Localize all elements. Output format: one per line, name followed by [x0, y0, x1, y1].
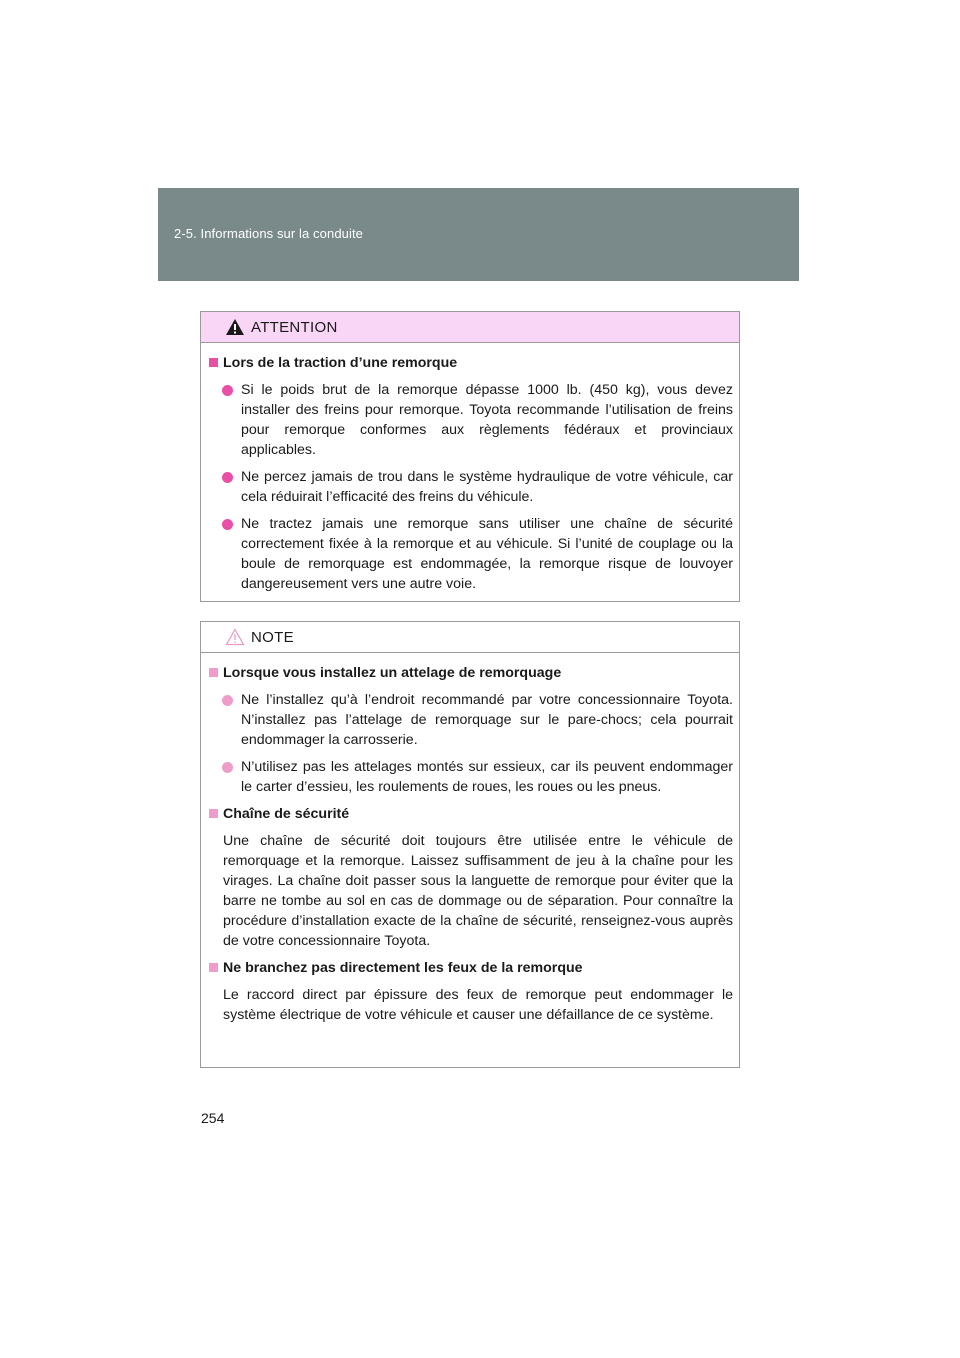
warning-triangle-outline-icon [225, 628, 245, 646]
list-item [209, 757, 733, 797]
square-bullet-icon [209, 358, 218, 367]
section-header-bar [158, 188, 799, 281]
note-heading-text: Ne branchez pas directement les feux de la remorque [223, 960, 583, 976]
square-bullet-icon [209, 668, 218, 677]
note-paragraph: Le raccord direct par épissure des feux de remorque peut endommager le système électrique de votre véhicule et causer une défaillance de ce système. [223, 987, 733, 1023]
list-item [209, 514, 733, 594]
note-heading [209, 804, 733, 824]
section-title: 2-5. Informations sur la conduite [174, 226, 364, 241]
list-item-text: Ne percez jamais de trou dans le système hydraulique de votre véhicule, car cela réduirait l’efficacité des freins du véhicule. [241, 469, 733, 505]
note-heading [209, 958, 733, 978]
list-item [209, 380, 733, 460]
note-paragraph: Une chaîne de sécurité doit toujours être utilisée entre le véhicule de remorquage et la remorque. Laissez suffisamment de jeu à la chaîne pour les virages. La chaîne doit passer sous la languette de remorque pour éviter que la barre ne tombe au sol en cas de dommage ou de séparation. Pour connaître la procédure d’installation exacte de la chaîne de sécurité, renseignez-vous auprès de votre concessionnaire Toyota. [223, 833, 733, 949]
list-item-text: Ne tractez jamais une remorque sans utiliser une chaîne de sécurité correctement fixée à la remorque et au véhicule. Si l’unité de couplage ou la boule de remorquage est endommagée, la remorque risque de louvoyer dangereusement vers une autre voie. [241, 516, 733, 592]
circle-bullet-icon [222, 385, 233, 396]
note-title-bar [201, 622, 739, 653]
attention-content [201, 343, 739, 594]
list-item [209, 467, 733, 507]
attention-heading [209, 353, 733, 373]
square-bullet-icon [209, 809, 218, 818]
note-heading-text: Chaîne de sécurité [223, 806, 350, 822]
circle-bullet-icon [222, 762, 233, 773]
attention-title: ATTENTION [251, 318, 338, 336]
note-box [200, 621, 740, 1068]
note-heading-text: Lorsque vous installez un attelage de remorquage [223, 665, 562, 681]
note-title: NOTE [251, 628, 294, 646]
attention-title-bar [201, 312, 739, 343]
circle-bullet-icon [222, 472, 233, 483]
square-bullet-icon [209, 963, 218, 972]
note-heading [209, 663, 733, 683]
attention-box [200, 311, 740, 602]
page-number: 254 [201, 1110, 225, 1126]
circle-bullet-icon [222, 695, 233, 706]
list-item-text: Ne l’installez qu’à l’endroit recommandé par votre concessionnaire Toyota. N’installez pas l’attelage de remorquage sur le pare-chocs; cela pourrait endommager la carrosserie. [241, 692, 733, 748]
attention-heading-text: Lors de la traction d’une remorque [223, 355, 458, 371]
circle-bullet-icon [222, 519, 233, 530]
warning-triangle-icon [225, 318, 245, 336]
note-content [201, 653, 739, 1025]
list-item-text: N’utilisez pas les attelages montés sur essieux, car ils peuvent endommager le carter d’essieu, les roulements de roues, les roues ou les pneus. [241, 759, 733, 795]
list-item-text: Si le poids brut de la remorque dépasse 1000 lb. (450 kg), vous devez installer des freins pour remorque. Toyota recommande l’utilisation de freins pour remorque conformes aux règlements fédéraux et provinciaux applicables. [241, 382, 733, 458]
list-item [209, 690, 733, 750]
